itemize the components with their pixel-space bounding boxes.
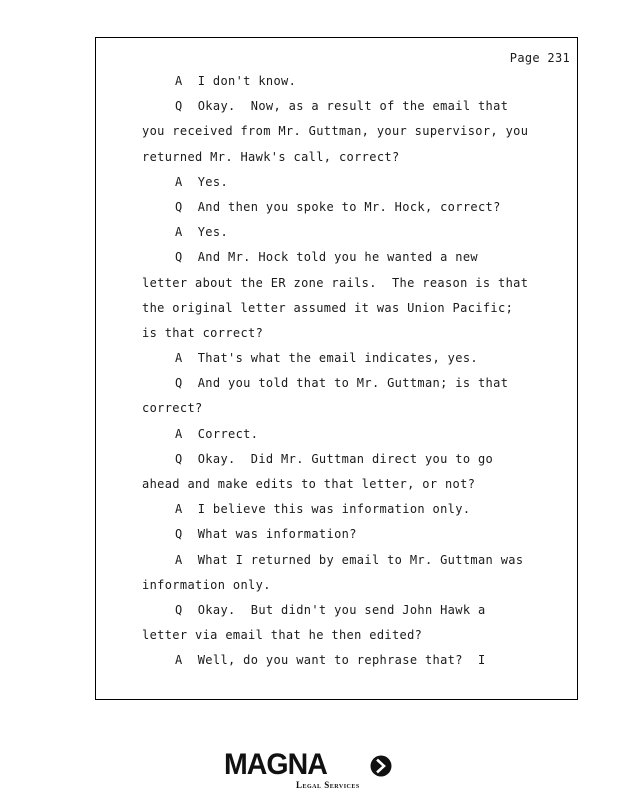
transcript-line: ahead and make edits to that letter, or not? [142,477,476,491]
transcript-line: Q And then you spoke to Mr. Hock, correct? [175,199,501,214]
transcript-line: A That's what the email indicates, yes. [175,351,478,366]
chevron-circle-icon [370,755,392,777]
transcript-line: Q And you told that to Mr. Guttman; is that [175,376,509,391]
transcript-line: Q And Mr. Hock told you he wanted a new [175,250,478,265]
transcript-body [142,72,572,677]
transcript-line: A What I returned by email to Mr. Guttman was [175,552,524,567]
transcript-line: A I believe this was information only. [175,502,471,517]
transcript-line: A Well, do you want to rephrase that? I [175,653,486,668]
logo-wordmark: MAGNA [224,748,327,781]
transcript-page [95,37,578,700]
transcript-line: A Yes. [175,225,229,240]
transcript-line: is that correct? [142,325,264,340]
magna-logo [224,748,396,792]
transcript-line: Q Okay. But didn't you send John Hawk a [175,602,486,617]
page-number: Page 231 [509,51,570,65]
logo-subtitle: Legal Services [296,780,360,790]
transcript-line: A I don't know. [175,74,297,88]
transcript-line: letter via email that he then edited? [142,628,423,643]
transcript-line: information only. [142,577,271,592]
transcript-line: returned Mr. Hawk's call, correct? [142,149,400,164]
transcript-line: A Correct. [175,426,259,441]
transcript-line: Q Okay. Now, as a result of the email that [175,99,509,114]
transcript-line: Q Okay. Did Mr. Guttman direct you to go [175,451,494,466]
transcript-line: the original letter assumed it was Union Pacific; [142,300,514,315]
transcript-line: Q What was information? [175,527,357,542]
transcript-line: A Yes. [175,174,229,189]
transcript-line: letter about the ER zone rails. The reason is that [142,275,529,290]
transcript-line: correct? [142,401,203,416]
transcript-line: you received from Mr. Guttman, your supervisor, you [142,124,529,139]
